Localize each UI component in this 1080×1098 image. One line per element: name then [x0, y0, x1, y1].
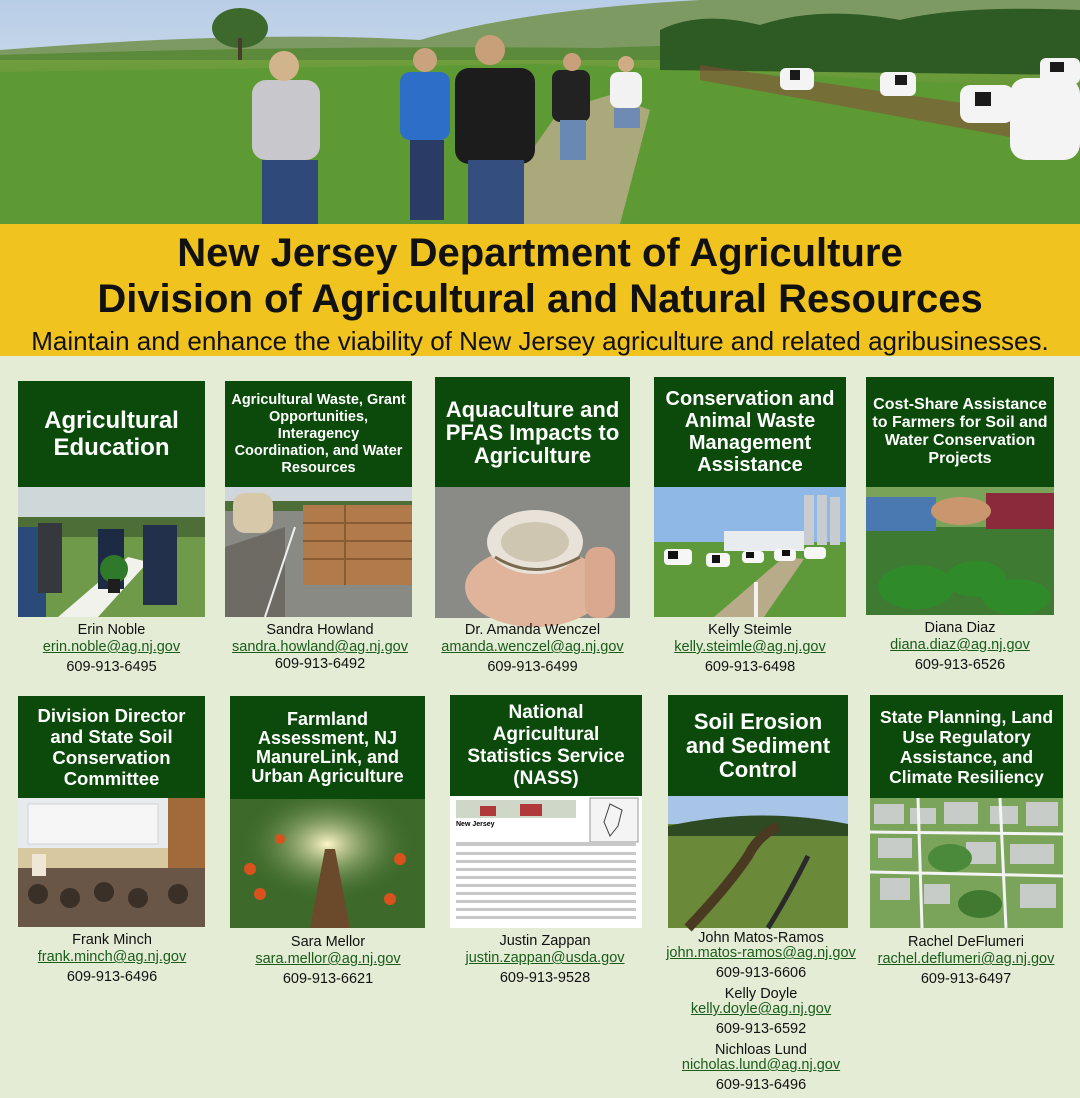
contact-email-link[interactable]: sara.mellor@ag.nj.gov [255, 951, 401, 967]
division-title: Division of Agricultural and Natural Resources [97, 277, 983, 321]
card-aquaculture-pfas [435, 377, 630, 618]
card-title: Soil Erosion and Sediment Control [668, 695, 848, 796]
contact-phone: 609-913-6621 [282, 971, 374, 987]
eroded-gully-photo [668, 796, 848, 928]
contact-email-link[interactable]: kelly.doyle@ag.nj.gov [690, 1001, 832, 1017]
card-title: Aquaculture and PFAS Impacts to Agriculture [435, 377, 630, 487]
contact-name: Sandra Howland [266, 622, 374, 638]
contact-email-link[interactable]: erin.noble@ag.nj.gov [42, 639, 181, 655]
oyster-photo [435, 487, 630, 618]
card-title: National Agricultural Statistics Service (NASS) [450, 695, 642, 796]
hero-farm-photo [0, 0, 1080, 224]
contact-name: Diana Diaz [924, 620, 996, 636]
contact-block [650, 622, 850, 676]
card-division-director [18, 696, 205, 927]
contact-block [655, 930, 867, 982]
contact-name: Sara Mellor [290, 934, 366, 950]
mission-tagline: Maintain and enhance the viability of New Jersey agriculture and related agribusinesses. [31, 326, 1049, 356]
contact-block-group [655, 930, 867, 1098]
land-use-map-photo [870, 798, 1063, 928]
contact-block [440, 933, 650, 987]
contact-email-link[interactable]: diana.diaz@ag.nj.gov [890, 637, 1030, 653]
contact-phone: 609-913-6498 [704, 659, 796, 675]
contact-name: Frank Minch [72, 932, 152, 948]
card-cost-share-assistance [866, 377, 1054, 615]
card-state-planning [870, 695, 1063, 928]
contact-phone: 609-913-6526 [914, 657, 1006, 673]
card-title: Division Director and State Soil Conservation Committee [18, 696, 205, 798]
card-title: Conservation and Animal Waste Management Assistance [654, 377, 846, 487]
contact-email-link[interactable]: sandra.howland@ag.nj.gov [232, 639, 408, 655]
contact-email-link[interactable]: kelly.steimle@ag.nj.gov [674, 639, 826, 655]
contact-name: Kelly Doyle [724, 986, 798, 1002]
classroom-outdoor-photo [18, 487, 205, 617]
contact-name: Rachel DeFlumeri [907, 934, 1025, 950]
contact-name: Justin Zappan [499, 933, 591, 949]
meeting-room-photo [18, 798, 205, 927]
card-agricultural-waste-grants [225, 381, 412, 617]
card-soil-erosion [668, 695, 848, 928]
card-nass [450, 695, 642, 928]
contact-phone: 609-913-6496 [66, 969, 158, 985]
handshake-photo [866, 487, 1054, 615]
report-title: New Jersey [456, 821, 495, 828]
contact-block [420, 622, 645, 676]
contact-email-link[interactable]: frank.minch@ag.nj.gov [37, 949, 187, 965]
card-title: Cost-Share Assistance to Farmers for Soil and Water Conservation Projects [866, 377, 1054, 487]
contact-phone: 609-913-6495 [66, 659, 157, 675]
tomato-greenhouse-photo [230, 799, 425, 928]
card-farmland-assessment [230, 696, 425, 928]
contact-email-link[interactable]: justin.zappan@usda.gov [465, 950, 625, 966]
contact-phone: 609-913-6606 [715, 965, 807, 981]
contact-block [860, 620, 1060, 674]
contact-phone: 609-913-6592 [715, 1021, 807, 1037]
contact-block [10, 932, 214, 986]
card-title: State Planning, Land Use Regulatory Assistance, and Climate Resiliency [870, 695, 1063, 798]
contact-block [228, 934, 428, 988]
contact-phone: 609-913-6496 [715, 1077, 807, 1093]
contact-block [655, 986, 867, 1038]
card-title: Agricultural Waste, Grant Opportunities, Interagency Coordination, and Water Resources [225, 381, 412, 487]
contact-block [220, 622, 420, 673]
contact-block [655, 1042, 867, 1094]
contact-name: Erin Noble [77, 622, 146, 638]
contact-name: Nichloas Lund [715, 1042, 807, 1058]
contact-name: John Matos-Ramos [698, 930, 824, 946]
contact-phone: 609-913-6497 [920, 971, 1012, 987]
card-conservation-animal-waste [654, 377, 846, 617]
contact-block [866, 934, 1066, 988]
contact-email-link[interactable]: amanda.wenczel@ag.nj.gov [441, 639, 624, 655]
contact-phone: 609-913-6499 [487, 659, 578, 675]
dairy-cows-photo [654, 487, 846, 617]
contact-name: Kelly Steimle [708, 622, 792, 638]
contact-email-link[interactable]: john.matos-ramos@ag.nj.gov [666, 945, 856, 961]
department-title: New Jersey Department of Agriculture [177, 231, 903, 275]
contact-email-link[interactable]: rachel.deflumeri@ag.nj.gov [877, 951, 1055, 967]
card-title: Agricultural Education [18, 381, 205, 487]
contact-phone: 609-913-6492 [274, 656, 366, 672]
card-title: Farmland Assessment, NJ ManureLink, and Urban Agriculture [230, 696, 425, 799]
compost-bins-photo [225, 487, 412, 617]
title-banner [0, 224, 1080, 356]
contact-phone: 609-913-9528 [499, 970, 591, 986]
card-agricultural-education [18, 381, 205, 617]
statistics-report-photo [450, 796, 642, 928]
contact-name: Dr. Amanda Wenczel [464, 622, 601, 638]
contact-email-link[interactable]: nicholas.lund@ag.nj.gov [681, 1057, 841, 1073]
contact-block [18, 622, 205, 676]
